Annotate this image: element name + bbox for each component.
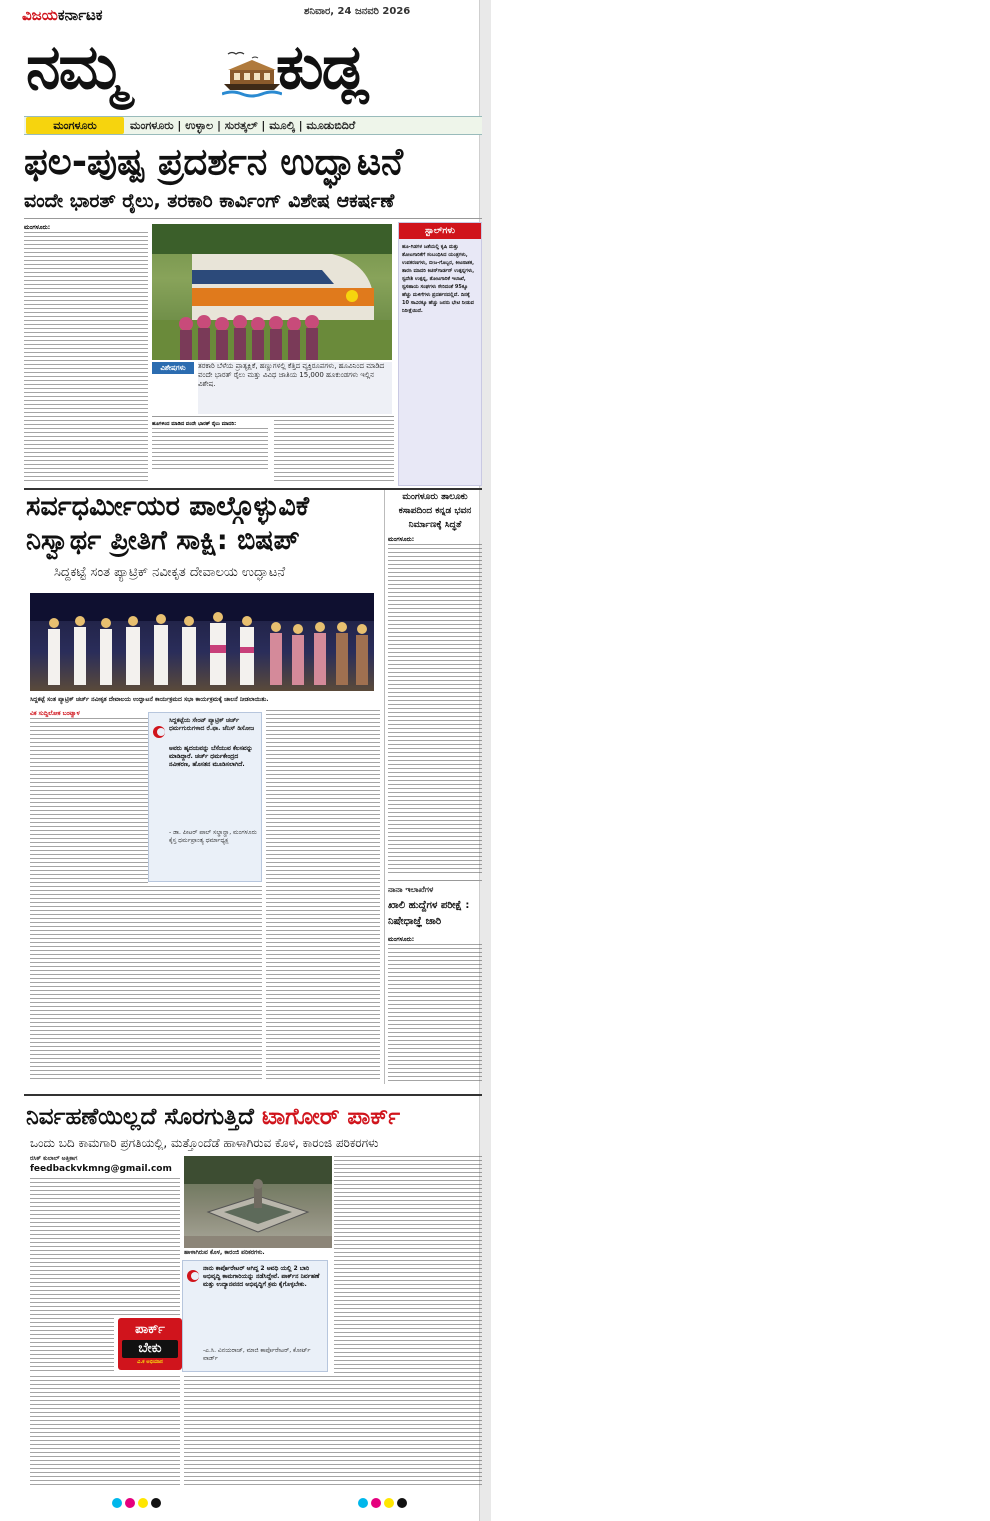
story3-dateline: ಮಂಗಳೂರು:	[388, 536, 415, 543]
story4-headline-line2: ನಿಷೇಧಾಜ್ಞೆ ಜಾರಿ	[388, 916, 442, 927]
story4-kicker: ನಾನಾ ಇಲಾಖೆಗಳ	[388, 885, 434, 894]
registration-yellow	[138, 1498, 148, 1508]
story5-col1a-lines	[30, 1178, 180, 1318]
story2-headline-line1: ಸರ್ವಧರ್ಮೀಯರ ಪಾಲ್ಗೊಳ್ಳುವಿಕೆ	[26, 491, 310, 522]
story5-quote-author: -ಎ.ಸಿ. ವಿನಯರಾಜ್, ಮಾಜಿ ಕಾರ್ಪೊರೇಟರ್, ಕೋರ್ಟ್ ವಾರ್ಡ್	[203, 1347, 311, 1362]
story5-photo-caption: ಹಾಳಾಗಿರುವ ಕೊಳ, ಕಾರಂಜಿ ಪರಿಕರಗಳು.	[184, 1249, 265, 1256]
masthead-title-left: ನಮ್ಮ	[26, 30, 124, 103]
story3-rule	[388, 880, 482, 881]
registration-yellow-2	[384, 1498, 394, 1508]
story2-col3-lines	[266, 710, 380, 1082]
story5-quote-body: ನಾನು ಕಾರ್ಪೊರೇಟರ್ ಆಗಿದ್ದ 2 ಅವಧಿ ಯಲ್ಲಿ 2 ಬಾರಿ ಅಭಿವೃದ್ಧಿ ಕಾಮಗಾರಿಯನ್ನು ನಡೆಸಿದ್ದೇವೆ. ಪಾರ್ಕ್‌ನ ನಿರ್ವಹಣೆ ಮತ್ತು ಉದ್ಯಾನವನದ ಅಭಿವೃದ್ಧಿಗೆ ಕ್ರಮ ಕೈಗೊಳ್ಳಬೇಕು.	[203, 1265, 320, 1288]
quote-body: ಅವರು ಹೃದಯವನ್ನು ಬೆಸೆಯುವ ಕೆಲಸವನ್ನು ಮಾಡಿದ್ದಾರೆ. ಚರ್ಚ್ ಧರ್ಮಕೇಂದ್ರದ ನವೀಕರಣ, ಹೊಸತನ ಮೂಡಿಸಲಾಗಿದೆ.	[169, 745, 253, 768]
story1-headline: ಫಲ-ಪುಷ್ಪ ಪ್ರದರ್ಶನ ಉದ್ಘಾಟನೆ	[24, 140, 404, 183]
brand-prefix: ವಿಜಯ	[22, 6, 58, 24]
story5-email: feedbackvkmng@gmail.com	[30, 1164, 172, 1174]
story1-dateline: ಮಂಗಳೂರು:	[24, 224, 51, 231]
story1-col2-lines	[152, 428, 268, 472]
story2-byline: ವಿಕ ಸುದ್ದಿಲೋಕ ಬಂಟ್ವಾಳ	[30, 710, 80, 717]
story2-body-col2	[148, 886, 262, 1082]
masthead-title-right: ಕುಡ್ಲ	[276, 30, 367, 103]
story5-body-col1a	[30, 1178, 180, 1318]
story3-headline-line1: ಮಂಗಳೂರು ತಾಲೂಕು	[402, 492, 468, 502]
section-divider-2	[24, 1094, 482, 1096]
story5-body-col1b	[30, 1318, 114, 1374]
quote-marker-icon	[186, 1269, 200, 1283]
story5-headline-a: ನಿರ್ವಹಣೆಯಿಲ್ಲದೆ ಸೊರಗುತ್ತಿದೆ	[26, 1104, 254, 1130]
story1-inner-rule	[152, 416, 394, 417]
church-inauguration-stage-icon	[30, 593, 374, 691]
story2-column-divider	[384, 490, 385, 1084]
story4-headline	[388, 898, 482, 932]
newspaper-sheet	[22, 0, 488, 1521]
story5-col3-lines	[334, 1156, 482, 1488]
story1-photo-caption: ತರಕಾರಿ ಬೆಳೆಯ ಪ್ರಾತ್ಯಕ್ಷಿಕೆ, ಹಣ್ಣುಗಳಲ್ಲಿ ಕೆತ್ತಿದ ವ್ಯಕ್ತಿರೂಪಗಳು, ಹೂವಿನಿಂದ ಮಾಡಿದ ವಂದೇ ಭಾರತ್ ರೈಲು ಮತ್ತು ವಿವಿಧ ಜಾತಿಯ 15,000 ಹೂಕುಂಡಗಳು ಇಲ್ಲಿನ ವಿಶೇಷ.	[198, 362, 392, 414]
registration-black-2	[397, 1498, 407, 1508]
story4-headline-line1: ಖಾಲಿ ಹುದ್ದೆಗಳ ಪರೀಕ್ಷೆ :	[388, 900, 470, 911]
story1-text-lines	[24, 232, 148, 482]
registration-magenta-2	[371, 1498, 381, 1508]
broken-fountain-pond-icon	[184, 1156, 332, 1248]
story1-sidebar	[398, 222, 482, 486]
story5-subhead: ಒಂದು ಬದಿ ಕಾಮಗಾರಿ ಪ್ರಗತಿಯಲ್ಲಿ, ಮತ್ತೊಂದೆಡೆ ಹಾಳಾಗಿರುವ ಕೊಳ, ಕಾರಂಜಿ ಪರಿಕರಗಳು	[30, 1136, 379, 1150]
story4-text-lines	[388, 944, 482, 1082]
story2-quote-box	[148, 712, 262, 882]
story1-photo-tag: ವಿಶೇಷಗಳು	[152, 362, 194, 374]
story5-col1c-lines	[30, 1376, 180, 1488]
story2-headline-line2: ನಿಸ್ವಾರ್ಥ ಪ್ರೀತಿಗೆ ಸಾಕ್ಷಿ: ಬಿಷಪ್	[26, 525, 300, 556]
brand-suffix: ಕರ್ನಾಟಕ	[57, 6, 103, 24]
story5-photo	[184, 1156, 332, 1248]
story5-body-col1c	[30, 1376, 180, 1488]
story3-headline-line2: ಕಸಾಪದಿಂದ ಕನ್ನಡ ಭವನ	[398, 506, 472, 516]
story3-headline-line3: ನಿರ್ಮಾಣಕ್ಕೆ ಸಿದ್ಧತೆ	[408, 520, 462, 530]
story4-body	[388, 936, 482, 1082]
story2-photo	[30, 593, 374, 691]
sidebar-body: ಹೂ-ಗಿಡಗಳ ಜತೆಯಲ್ಲಿ ಕೃಷಿ ಮತ್ತು ತೋಟಗಾರಿಕೆಗೆ ಸಂಬಂಧಿಸಿದ ಯಂತ್ರಗಳು, ಉಪಕರಣಗಳು, ಬೀಜ-ಗೊಬ್ಬರ, ಕೀಟನಾಶಕ, ತಾರಸಿ ಮಾದರಿ ಕಿಚನ್‌ಗಾರ್ಡನ್ ಉತ್ಪನ್ನಗಳು, ಸ್ವದೇಶಿ ಉತ್ಪನ್ನ, ತೋಟಗಾರಿಕೆ ಇಲಾಖೆ, ಸ್ವಸಹಾಯ ಸಂಘಗಳು ಸೇರಿದಂತೆ 95ಕ್ಕೂ ಹೆಚ್ಚು ಮಳಿಗೆಗಳು ಪ್ರದರ್ಶನದಲ್ಲಿವೆ. ದಿನಕ್ಕೆ 10 ಸಾವಿರಕ್ಕೂ ಹೆಚ್ಚು ಜನರು ಭೇಟಿ ನೀಡುವ ನಿರೀಕ್ಷೆಯಿದೆ.	[402, 244, 475, 314]
story1-para-title: ಹೂಗಳಿಂದ ಮಾಡಿದ ವಂದೇ ಭಾರತ್ ರೈಲು ಮಾದರಿ:	[152, 421, 237, 427]
badge-bottom: ಬೇಕು	[122, 1340, 178, 1358]
story5-byline-block	[30, 1154, 180, 1178]
story2-col1-lines	[30, 718, 148, 1080]
story1-subhead: ವಂದೇ ಭಾರತ್ ರೈಲು, ತರಕಾರಿ ಕಾರ್ವಿಂಗ್ ವಿಶೇಷ ಆಕರ್ಷಣೆ	[24, 190, 395, 212]
story2-body-col3	[266, 710, 380, 1082]
quote-title: ಸಿದ್ದಕಟ್ಟೆಯ ಸೇಂಟ್ ಪ್ಯಾಟ್ರಿಕ್ ಚರ್ಚ್ ಧರ್ಮಗುರುಗಳಾದ ರೆ.ಫಾ. ಜೆನಿಸ್ ಡಿಸೋಜ	[169, 717, 255, 732]
vande-bharat-flower-train-icon	[152, 224, 392, 360]
story5-headline-b: ಟಾಗೋರ್ ಪಾರ್ಕ್	[261, 1104, 401, 1130]
park-beku-badge	[118, 1318, 182, 1370]
story3-body	[388, 536, 482, 876]
story1-col3-lines	[274, 420, 394, 482]
sidebar-title: ಸ್ಟಾಲ್‌ಗಳು	[399, 223, 481, 239]
story5-body-col2	[184, 1376, 334, 1488]
story5-col1b-lines	[30, 1318, 114, 1374]
registration-cyan-2	[358, 1498, 368, 1508]
story5-body-col3	[334, 1156, 482, 1488]
story1-body-col3	[274, 420, 394, 482]
story4-dateline: ಮಂಗಳೂರು:	[388, 936, 415, 943]
houseboat-icon	[222, 48, 282, 100]
story3-headline	[388, 490, 482, 534]
story1-body-col2	[152, 420, 268, 482]
story5-byline: ರಸಿಕ್ ಕುಲಾಲ್ ಅತ್ತಿಕಾಗ	[30, 1155, 78, 1162]
registration-cyan	[112, 1498, 122, 1508]
story3-text-lines	[388, 544, 482, 876]
badge-tag: ವಿ.ಕ ಅಭಿಯಾನ	[137, 1359, 163, 1365]
towns-list: ಮಂಗಳೂರು | ಉಳ್ಳಾಲ | ಸುರತ್ಕಲ್ | ಮೂಲ್ಕಿ | ಮೂಡುಬಿದಿರೆ	[130, 119, 356, 132]
story5-quote-box	[182, 1260, 328, 1372]
story1-photo	[152, 224, 392, 360]
story2-photo-caption: ಸಿದ್ದಕಟ್ಟೆ ಸಂತ ಪ್ಯಾಟ್ರಿಕ್ ಚರ್ಚ್ ನವೀಕೃತ ದೇವಾಲಯ ಉದ್ಘಾಟನೆ ಕಾರ್ಯಕ್ರಮದ ಸಭಾ ಕಾರ್ಯಕ್ರಮಕ್ಕೆ ಚಾಲನೆ ನೀಡಲಾಯಿತು.	[30, 696, 269, 703]
registration-black	[151, 1498, 161, 1508]
story2-col2-lines	[148, 886, 262, 1082]
story5-col2-lines	[184, 1376, 334, 1488]
quote-marker-icon	[152, 725, 166, 739]
quote-author: - ಡಾ. ಪೀಟರ್ ಪಾಲ್ ಸಲ್ಡಾನ್ಹಾ, ಮಂಗಳೂರು ಕೈಸ್ತ ಧರ್ಮಪ್ರಾಂತ್ಯ ಧರ್ಮಾಧ್ಯಕ್ಷ	[169, 829, 257, 844]
badge-top: ಪಾರ್ಕ್	[135, 1322, 165, 1337]
story1-body-col1	[24, 224, 148, 482]
story2-subhead: ಸಿದ್ದಕಟ್ಟೆ ಸಂತ ಪ್ಯಾಟ್ರಿಕ್ ನವೀಕೃತ ದೇವಾಲಯ ಉದ್ಘಾಟನೆ	[54, 565, 286, 580]
story1-rule	[24, 218, 482, 219]
story5-headline	[26, 1100, 482, 1134]
story2-body-col1	[30, 710, 148, 1082]
issue-date: ಶನಿವಾರ, 24 ಜನವರಿ 2026	[304, 6, 411, 17]
city-label: ಮಂಗಳೂರು	[26, 117, 124, 134]
registration-magenta	[125, 1498, 135, 1508]
